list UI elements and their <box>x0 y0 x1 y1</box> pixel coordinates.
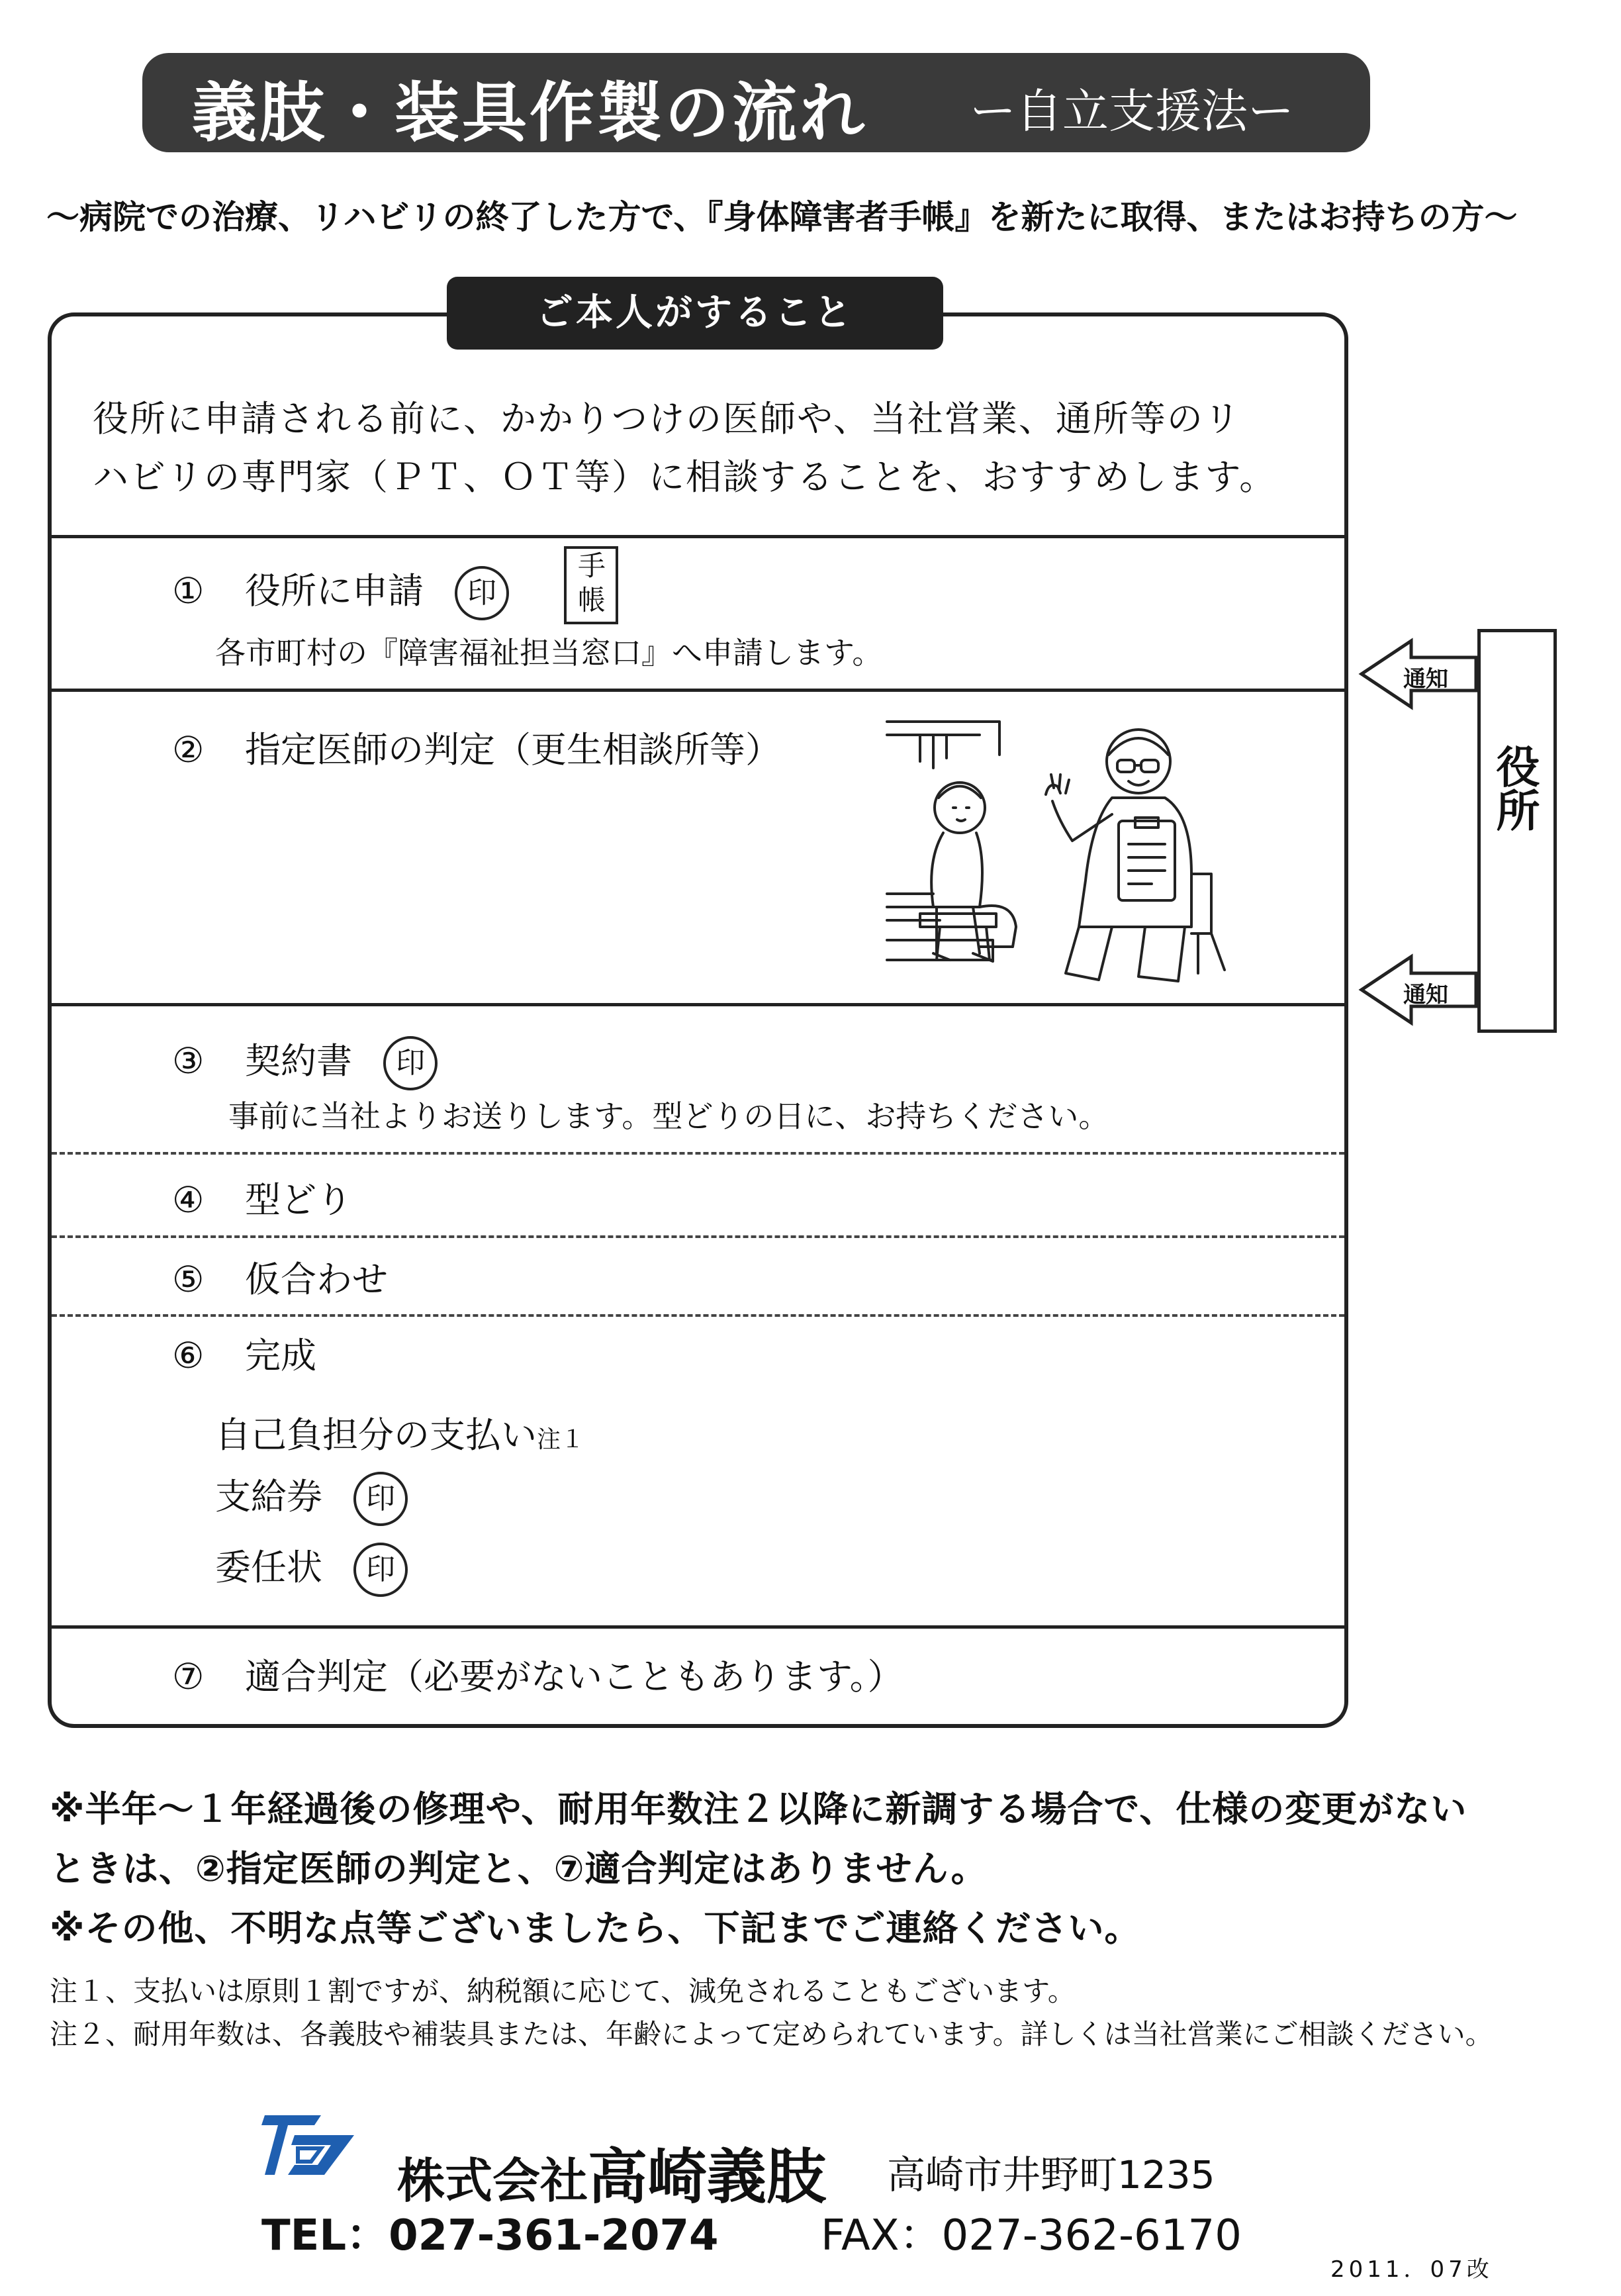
company-fax: FAX：027-362-6170 <box>821 2211 1242 2260</box>
step-7 <box>172 1649 903 1699</box>
step-4 <box>172 1172 352 1223</box>
footnote-2: 注２、耐用年数は、各義肢や補装具または、年齢によって定められています。詳しくは当社営業にご相談ください。 <box>50 2018 1493 2050</box>
step-label: 役所に申請 <box>245 570 424 612</box>
proxy-label: 委任状 <box>215 1547 322 1588</box>
techo-icon: 手帳 <box>564 546 618 624</box>
step-5 <box>172 1251 388 1302</box>
proxy-item <box>215 1539 408 1597</box>
page-title: 義肢・装具作製の流れ <box>192 75 868 151</box>
notice-label: 通知 <box>1403 666 1448 693</box>
flow-box-header: ご本人がすること <box>447 277 943 350</box>
consultation-illustration <box>880 708 1251 993</box>
intro-line-2: ハビリの専門家（ＰＴ、ＯＴ等）に相談することを、おすすめします。 <box>93 456 1277 498</box>
payment-label: 自己負担分の支払い <box>215 1414 537 1456</box>
step-label: 仮合わせ <box>245 1259 388 1300</box>
divider <box>52 689 1344 692</box>
revision-date: 2011．07改 <box>1330 2256 1493 2283</box>
step-label: 契約書 <box>245 1040 352 1082</box>
step-6 <box>172 1327 316 1378</box>
seal-icon: 印 <box>353 1472 408 1526</box>
notice-label: 通知 <box>1403 982 1448 1008</box>
target-audience-text: ～病院での治療、リハビリの終了した方で、『身体障害者手帳』を新たに取得、またはお持ちの方～ <box>46 198 1518 236</box>
page-subtitle-law: ー自立支援法ー <box>970 84 1294 138</box>
step-1 <box>172 563 509 620</box>
company-logo-icon <box>258 2109 357 2181</box>
step-number: ⑤ <box>172 1259 205 1300</box>
footer-line-3: ※その他、不明な点等ございましたら、下記までご連絡ください。 <box>50 1907 1141 1949</box>
payment-item <box>215 1407 584 1458</box>
title-banner <box>142 53 1370 152</box>
seal-icon: 印 <box>353 1543 408 1597</box>
seal-icon: 印 <box>383 1036 438 1090</box>
divider <box>52 535 1344 538</box>
dashed-divider <box>52 1152 1344 1155</box>
step-number: ⑥ <box>172 1335 205 1376</box>
seal-icon: 印 <box>455 566 509 620</box>
voucher-label: 支給券 <box>215 1476 322 1517</box>
step-number: ② <box>172 729 205 771</box>
step-number: ⑦ <box>172 1656 205 1698</box>
step-label: 適合判定（必要がないこともあります。） <box>245 1656 903 1698</box>
payment-note-ref: 注１ <box>537 1426 585 1453</box>
step-3 <box>172 1033 438 1090</box>
dashed-divider <box>52 1235 1344 1238</box>
step-number: ③ <box>172 1040 205 1082</box>
voucher-item <box>215 1468 408 1526</box>
intro-line-1: 役所に申請される前に、かかりつけの医師や、当社営業、通所等のリ <box>93 398 1241 440</box>
footer-line-1: ※半年～１年経過後の修理や、耐用年数注２以降に新調する場合で、仕様の変更がない <box>50 1788 1467 1830</box>
step-note: 事前に当社よりお送りします。型どりの日に、お持ちください。 <box>228 1098 1109 1134</box>
divider <box>52 1003 1344 1006</box>
step-label: 型どり <box>245 1179 352 1221</box>
step-2 <box>172 722 781 773</box>
company-address: 高崎市井野町1235 <box>887 2152 1215 2197</box>
city-office-label: 役所 <box>1489 744 1540 832</box>
step-number: ① <box>172 570 205 612</box>
divider <box>52 1625 1344 1629</box>
step-note: 各市町村の『障害福祉担当窓口』へ申請します。 <box>215 635 883 671</box>
footer-line-2: ときは、②指定医師の判定と、⑦適合判定はありません。 <box>50 1848 988 1889</box>
footnote-1: 注１、支払いは原則１割ですが、納税額に応じて、減免されることもございます。 <box>50 1975 1076 2007</box>
step-label: 指定医師の判定（更生相談所等） <box>245 729 781 771</box>
step-number: ④ <box>172 1179 205 1221</box>
dashed-divider <box>52 1314 1344 1317</box>
company-tel: TEL：027-361-2074 <box>261 2211 719 2260</box>
step-label: 完成 <box>245 1335 316 1376</box>
company-name: 株式会社高崎義肢 <box>397 2142 827 2212</box>
